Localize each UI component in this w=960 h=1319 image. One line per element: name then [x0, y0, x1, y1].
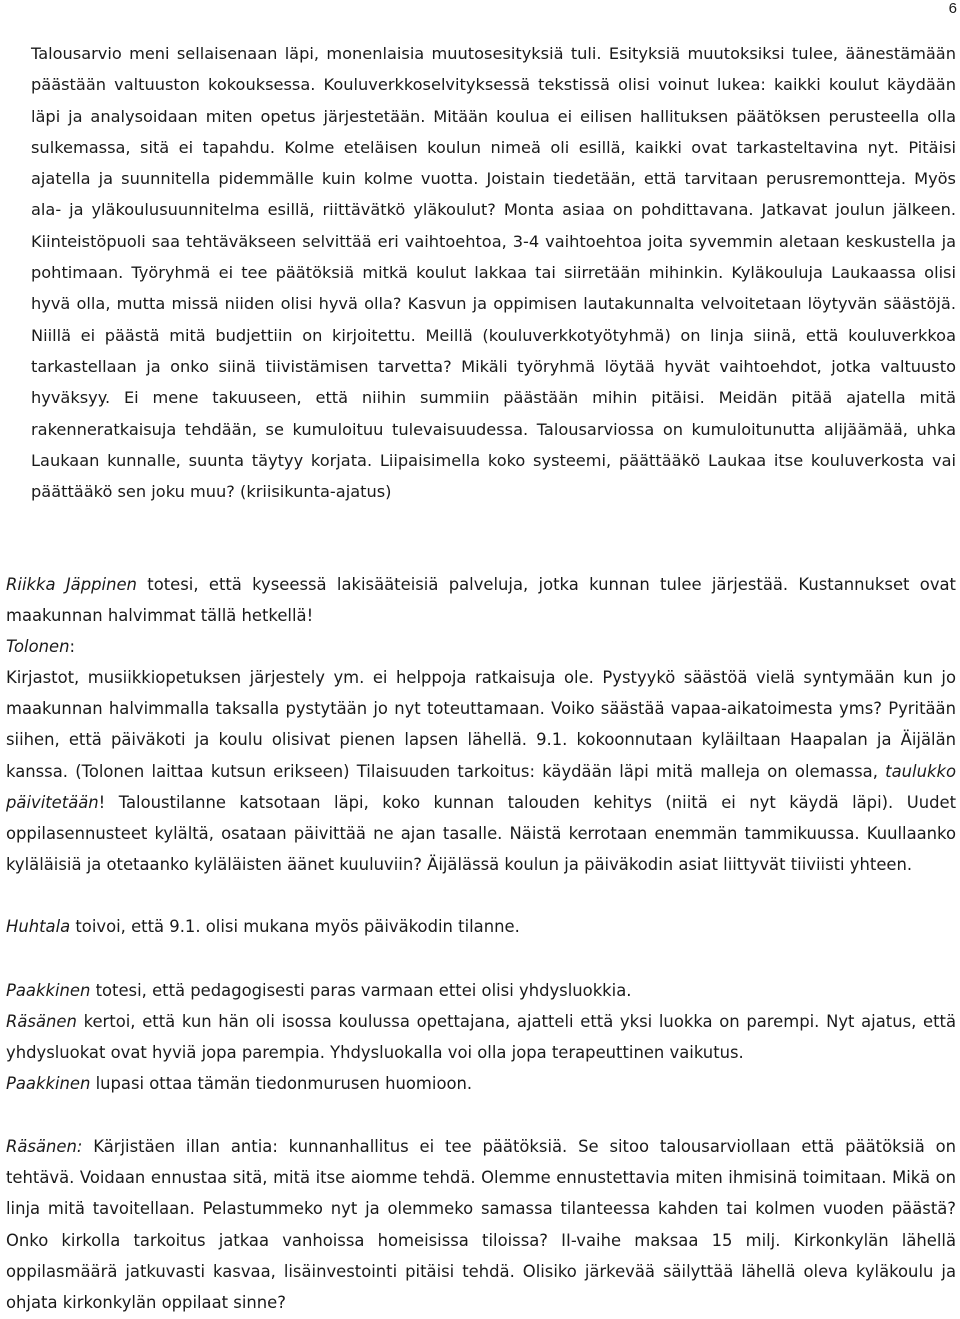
paakkinen-paragraph-2: [0, 1068, 960, 1099]
paakkinen-paragraph-1: [0, 975, 960, 1006]
tolonen-heading: [0, 631, 960, 662]
speaker-name: Riikka Jäppinen: [6, 575, 137, 594]
jappinen-paragraph: [0, 569, 960, 631]
statement-text: Kirjastot, musiikkiopetuksen järjestely ym. ei helppoja ratkaisuja ole. Pystyykö säästöä vielä syntymään kun jo maakunnan halvimmalla taksalla pystytään jo nyt toteuttamaan. Voiko säästää vapaa-aikatoimesta yms? Pyritään siihen, että päiväkoti ja koulu olisivat pienen lapsen lähellä. 9.1. kokoonnutaan kyläiltaan Haapalan ja Äijälän kanssa. (Tolonen laittaa kutsun erikseen) Tilaisuuden tarkoitus: käydään läpi mitä malleja on olemassa,: [6, 668, 956, 781]
page-number: 6: [948, 0, 957, 17]
huhtala-paragraph: [0, 911, 960, 942]
speaker-name: Paakkinen: [6, 1074, 91, 1093]
speaker-colon: :: [69, 637, 75, 656]
statement-text: lupasi ottaa tämän tiedonmurusen huomioon.: [90, 1074, 473, 1093]
intro-paragraph: Talousarvio meni sellaisenaan läpi, monenlaisia muutosesityksiä tuli. Esityksiä muutoksiksi tulee, äänestämään päästään valtuuston kokouksessa. Kouluverkkoselvityksessä tekstissä olisi voinut lukea: kaikki koulut käydään läpi ja analysoidaan miten opetus järjestetään. Mitään koulua ei eilisen hallituksen päätöksen perusteella olla sulkemassa, sitä ei tapahdu. Kolme eteläisen koulun nimeä oli esillä, kaikki ovat tarkasteltavina nyt. Pitäisi ajatella ja suunnitella pidemmälle kuin kolme vuotta. Joistain tiedetään, että tarvitaan perusremontteja. Myös ala- ja yläkoulusuunnitelma esillä, riittävätkö yläkoulut? Monta asiaa on pohdittavana. Jatkavat joulun jälkeen. Kiinteistöpuoli saa tehtäväkseen selvittää eri vaihtoehtoa, 3-4 vaihtoehtoa joita syvemmin aletaan keskustella ja pohtimaan. Työryhmä ei tee päätöksiä mitkä koulut lakkaa tai siirretään mihinkin. Kyläkouluja Laukaassa olisi hyvä olla, mutta missä niiden olisi hyvä olla? Kasvun ja oppimisen lautakunnalta velvoitetaan löytyvän säästöjä. Niillä ei päästä mitä budjettiin on kirjoitettu. Meillä (kouluverkkotyötyhmä) on linja siinä, että kouluverkkoa tarkastellaan ja onko siinä tiivistämisen tarvetta? Mikäli työryhmä löytää hyvät vaihtoehdot, jotka valtuusto hyväksyy. Ei mene takuuseen, että niihin summiin päästään mihin pitäisi. Meidän pitää ajatella mitä rakenneratkaisuja tehdään, se kumuloituu tulevaisuudessa. Talousarviossa on kumuloitunutta alijäämää, uhka Laukaan kunnalle, suunta täytyy korjata. Liipaisimella koko systeemi, päättääkö Laukaa itse kouluverkosta vai päättääkö sen joku muu? (kriisikunta-ajatus): [31, 44, 956, 502]
speaker-name: Tolonen: [6, 637, 70, 656]
speaker-name: Räsänen:: [6, 1137, 83, 1156]
emphasis-text: taulukko päivitetään: [6, 761, 956, 812]
rasanen-paragraph-1: [0, 1006, 960, 1068]
speaker-name: Räsänen: [6, 1012, 77, 1031]
statement-text: Kärjistäen illan antia: kunnanhallitus ei tee päätöksiä. Se sitoo talousarviollaan että päätöksiä on tehtävä. Voidaan ennustaa sitä, mitä itse aiomme tehdä. Olemme ennustettavia miten ihmisinä toimitaan. Mikä on linja mitä tavoitellaan. Pelastummeko nyt ja olemmeko samassa tilanteessa kahden tai kolmen vuoden päästä? Onko kirkolla tarkoitus jatkaa vanhoissa homeisissa tiloissa? II-vaihe maksaa 15 milj. Kirkonkylän lähellä oppilasmäärä jatkuvasti kasvaa, lisäinvestointi pitäisi tehdä. Olisiko järkevää säilyttää lähellä oleva kyläkoulu ja ohjata kirkonkylän oppilaat sinne?: [6, 1137, 956, 1313]
statement-text: kertoi, että kun hän oli isossa koulussa opettajana, ajatteli että yksi luokka on parempi. Nyt ajatus, että yhdysluokat ovat hyviä jopa parempia. Yhdysluokalla voi olla jopa terapeuttinen vaikutus.: [6, 1012, 956, 1063]
statement-text: ! Taloustilanne katsotaan läpi, koko kunnan talouden kehitys (niitä ei nyt käydä läpi). Uudet oppilasennusteet kylältä, osataan päivittää ne ajan tasalle. Näistä kerrotaan enemmän tammikuussa. Kuullaanko kyläläisiä ja otetaanko kyläläisten äänet kuuluviin? Äijälässä koulun ja päiväkodin asiat liittyvät tiiviisti yhteen.: [6, 792, 956, 875]
speaker-name: Paakkinen: [6, 981, 91, 1000]
speaker-name: Huhtala: [6, 917, 71, 936]
statement-text: totesi, että pedagogisesti paras varmaan ettei olisi yhdysluokkia.: [90, 981, 632, 1000]
statement-text: totesi, että kyseessä lakisääteisiä palveluja, jotka kunnan tulee järjestää. Kustannukset ovat maakunnan halvimmat tällä hetkellä!: [6, 575, 956, 626]
rasanen-paragraph-2: [0, 1131, 960, 1318]
statement-text: toivoi, että 9.1. olisi mukana myös päiväkodin tilanne.: [70, 917, 520, 936]
tolonen-paragraph: [0, 662, 960, 880]
